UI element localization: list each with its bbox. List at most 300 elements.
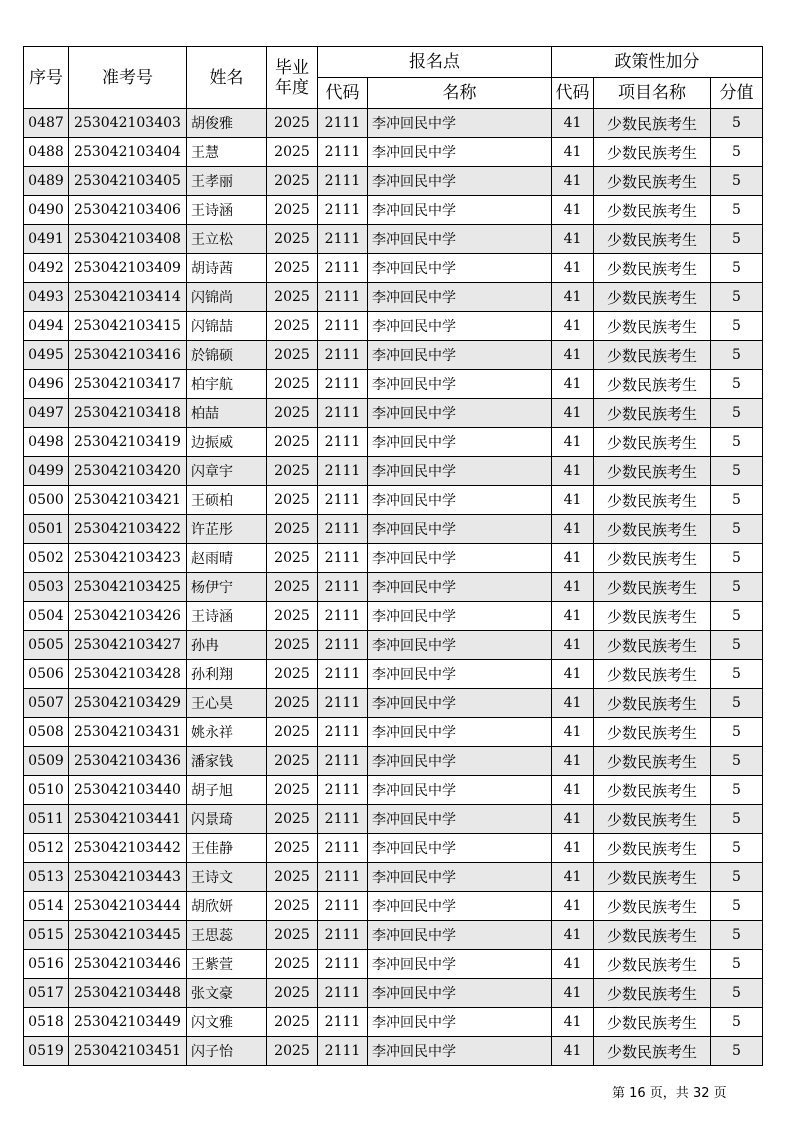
cell-name: 胡子旭: [187, 776, 267, 805]
cell-name: 闪景琦: [187, 805, 267, 834]
cell-exam-no: 253042103420: [69, 457, 187, 486]
cell-bonus-points: 5: [711, 312, 763, 341]
cell-bonus-code: 41: [552, 689, 594, 718]
table-row: [24, 863, 763, 892]
cell-grad-year: 2025: [267, 138, 318, 167]
cell-seq: 0513: [24, 863, 69, 892]
table-row: [24, 892, 763, 921]
table-row: [24, 834, 763, 863]
cell-bonus-item: 少数民族考生: [594, 689, 711, 718]
cell-grad-year: 2025: [267, 109, 318, 138]
cell-site-name: 李冲回民中学: [368, 1037, 552, 1066]
cell-bonus-points: 5: [711, 109, 763, 138]
cell-grad-year: 2025: [267, 660, 318, 689]
cell-bonus-code: 41: [552, 921, 594, 950]
table-row: [24, 312, 763, 341]
cell-site-name: 李冲回民中学: [368, 631, 552, 660]
cell-name: 王紫萱: [187, 950, 267, 979]
cell-seq: 0490: [24, 196, 69, 225]
cell-site-code: 2111: [318, 776, 368, 805]
cell-name: 潘家钱: [187, 747, 267, 776]
cell-exam-no: 253042103427: [69, 631, 187, 660]
table-row: [24, 979, 763, 1008]
cell-site-name: 李冲回民中学: [368, 747, 552, 776]
cell-bonus-item: 少数民族考生: [594, 863, 711, 892]
cell-site-code: 2111: [318, 1037, 368, 1066]
cell-bonus-code: 41: [552, 225, 594, 254]
cell-bonus-points: 5: [711, 660, 763, 689]
cell-site-code: 2111: [318, 370, 368, 399]
cell-bonus-points: 5: [711, 776, 763, 805]
table-row: [24, 225, 763, 254]
cell-name: 王思蕊: [187, 921, 267, 950]
cell-bonus-item: 少数民族考生: [594, 341, 711, 370]
cell-bonus-item: 少数民族考生: [594, 457, 711, 486]
cell-seq: 0496: [24, 370, 69, 399]
cell-bonus-item: 少数民族考生: [594, 486, 711, 515]
cell-name: 闪锦尚: [187, 283, 267, 312]
cell-site-name: 李冲回民中学: [368, 225, 552, 254]
cell-grad-year: 2025: [267, 457, 318, 486]
cell-bonus-code: 41: [552, 892, 594, 921]
cell-bonus-item: 少数民族考生: [594, 950, 711, 979]
cell-bonus-points: 5: [711, 573, 763, 602]
cell-site-name: 李冲回民中学: [368, 428, 552, 457]
cell-site-name: 李冲回民中学: [368, 138, 552, 167]
cell-site-name: 李冲回民中学: [368, 399, 552, 428]
cell-bonus-points: 5: [711, 863, 763, 892]
cell-site-name: 李冲回民中学: [368, 602, 552, 631]
cell-name: 孙利翔: [187, 660, 267, 689]
cell-site-code: 2111: [318, 979, 368, 1008]
cell-name: 许芷彤: [187, 515, 267, 544]
cell-seq: 0518: [24, 1008, 69, 1037]
cell-name: 边振威: [187, 428, 267, 457]
cell-seq: 0509: [24, 747, 69, 776]
cell-grad-year: 2025: [267, 1037, 318, 1066]
cell-name: 孙冉: [187, 631, 267, 660]
cell-seq: 0491: [24, 225, 69, 254]
cell-site-name: 李冲回民中学: [368, 805, 552, 834]
cell-bonus-item: 少数民族考生: [594, 399, 711, 428]
cell-bonus-code: 41: [552, 515, 594, 544]
cell-grad-year: 2025: [267, 631, 318, 660]
cell-site-code: 2111: [318, 138, 368, 167]
header-bonus-points: 分值: [711, 78, 763, 109]
cell-site-name: 李冲回民中学: [368, 283, 552, 312]
cell-bonus-code: 41: [552, 979, 594, 1008]
cell-bonus-code: 41: [552, 196, 594, 225]
cell-bonus-code: 41: [552, 1037, 594, 1066]
cell-site-name: 李冲回民中学: [368, 834, 552, 863]
cell-bonus-item: 少数民族考生: [594, 1037, 711, 1066]
cell-grad-year: 2025: [267, 283, 318, 312]
cell-bonus-points: 5: [711, 631, 763, 660]
cell-exam-no: 253042103440: [69, 776, 187, 805]
table-row: [24, 689, 763, 718]
table-row: [24, 718, 763, 747]
cell-bonus-code: 41: [552, 573, 594, 602]
cell-bonus-points: 5: [711, 544, 763, 573]
cell-site-name: 李冲回民中学: [368, 776, 552, 805]
cell-site-code: 2111: [318, 718, 368, 747]
cell-seq: 0498: [24, 428, 69, 457]
cell-bonus-points: 5: [711, 718, 763, 747]
cell-exam-no: 253042103442: [69, 834, 187, 863]
cell-bonus-points: 5: [711, 921, 763, 950]
cell-name: 王孝丽: [187, 167, 267, 196]
cell-grad-year: 2025: [267, 950, 318, 979]
cell-bonus-item: 少数民族考生: [594, 196, 711, 225]
cell-site-code: 2111: [318, 631, 368, 660]
cell-grad-year: 2025: [267, 196, 318, 225]
table-row: [24, 138, 763, 167]
cell-site-code: 2111: [318, 689, 368, 718]
cell-site-code: 2111: [318, 1008, 368, 1037]
cell-bonus-points: 5: [711, 892, 763, 921]
cell-site-code: 2111: [318, 834, 368, 863]
cell-seq: 0505: [24, 631, 69, 660]
cell-bonus-code: 41: [552, 138, 594, 167]
cell-bonus-code: 41: [552, 718, 594, 747]
cell-grad-year: 2025: [267, 486, 318, 515]
table-row: [24, 341, 763, 370]
header-grad-year: 毕业 年度: [267, 47, 318, 109]
cell-bonus-code: 41: [552, 834, 594, 863]
cell-exam-no: 253042103425: [69, 573, 187, 602]
cell-grad-year: 2025: [267, 602, 318, 631]
header-site-name: 名称: [368, 78, 552, 109]
table-row: [24, 370, 763, 399]
cell-name: 闪子怡: [187, 1037, 267, 1066]
cell-bonus-code: 41: [552, 370, 594, 399]
cell-seq: 0519: [24, 1037, 69, 1066]
header-seq: 序号: [24, 47, 69, 109]
table-body: [24, 109, 763, 1066]
cell-seq: 0489: [24, 167, 69, 196]
table-row: [24, 660, 763, 689]
cell-seq: 0492: [24, 254, 69, 283]
cell-bonus-points: 5: [711, 167, 763, 196]
cell-exam-no: 253042103444: [69, 892, 187, 921]
cell-grad-year: 2025: [267, 747, 318, 776]
table-row: [24, 1037, 763, 1066]
cell-site-code: 2111: [318, 863, 368, 892]
cell-seq: 0487: [24, 109, 69, 138]
cell-bonus-item: 少数民族考生: [594, 1008, 711, 1037]
cell-exam-no: 253042103406: [69, 196, 187, 225]
cell-grad-year: 2025: [267, 573, 318, 602]
header-bonus-item: 项目名称: [594, 78, 711, 109]
cell-bonus-item: 少数民族考生: [594, 660, 711, 689]
cell-bonus-item: 少数民族考生: [594, 254, 711, 283]
cell-bonus-item: 少数民族考生: [594, 544, 711, 573]
cell-grad-year: 2025: [267, 1008, 318, 1037]
table-row: [24, 399, 763, 428]
cell-site-code: 2111: [318, 283, 368, 312]
cell-exam-no: 253042103415: [69, 312, 187, 341]
cell-name: 柏宇航: [187, 370, 267, 399]
cell-exam-no: 253042103429: [69, 689, 187, 718]
cell-grad-year: 2025: [267, 834, 318, 863]
cell-seq: 0517: [24, 979, 69, 1008]
cell-bonus-code: 41: [552, 312, 594, 341]
cell-site-name: 李冲回民中学: [368, 660, 552, 689]
cell-name: 王诗涵: [187, 602, 267, 631]
cell-bonus-item: 少数民族考生: [594, 370, 711, 399]
cell-name: 王佳静: [187, 834, 267, 863]
cell-exam-no: 253042103428: [69, 660, 187, 689]
cell-name: 胡俊雅: [187, 109, 267, 138]
table-row: [24, 1008, 763, 1037]
cell-site-name: 李冲回民中学: [368, 196, 552, 225]
cell-bonus-code: 41: [552, 602, 594, 631]
cell-bonus-item: 少数民族考生: [594, 283, 711, 312]
cell-grad-year: 2025: [267, 921, 318, 950]
cell-bonus-points: 5: [711, 950, 763, 979]
cell-bonus-item: 少数民族考生: [594, 225, 711, 254]
cell-site-code: 2111: [318, 109, 368, 138]
cell-site-name: 李冲回民中学: [368, 921, 552, 950]
cell-site-code: 2111: [318, 805, 368, 834]
cell-site-code: 2111: [318, 921, 368, 950]
table-row: [24, 573, 763, 602]
cell-exam-no: 253042103443: [69, 863, 187, 892]
cell-exam-no: 253042103441: [69, 805, 187, 834]
cell-bonus-code: 41: [552, 341, 594, 370]
cell-grad-year: 2025: [267, 399, 318, 428]
cell-site-name: 李冲回民中学: [368, 312, 552, 341]
cell-bonus-item: 少数民族考生: [594, 805, 711, 834]
table-row: [24, 254, 763, 283]
cell-name: 赵雨晴: [187, 544, 267, 573]
cell-grad-year: 2025: [267, 167, 318, 196]
table-row: [24, 283, 763, 312]
cell-bonus-code: 41: [552, 167, 594, 196]
header-bonus-code: 代码: [552, 78, 594, 109]
cell-name: 王硕柏: [187, 486, 267, 515]
header-site-code: 代码: [318, 78, 368, 109]
cell-exam-no: 253042103414: [69, 283, 187, 312]
cell-bonus-item: 少数民族考生: [594, 718, 711, 747]
cell-bonus-code: 41: [552, 254, 594, 283]
cell-bonus-item: 少数民族考生: [594, 167, 711, 196]
cell-site-code: 2111: [318, 196, 368, 225]
cell-site-code: 2111: [318, 312, 368, 341]
cell-bonus-code: 41: [552, 283, 594, 312]
cell-site-code: 2111: [318, 602, 368, 631]
cell-bonus-code: 41: [552, 950, 594, 979]
cell-site-name: 李冲回民中学: [368, 950, 552, 979]
cell-exam-no: 253042103422: [69, 515, 187, 544]
cell-site-name: 李冲回民中学: [368, 486, 552, 515]
cell-exam-no: 253042103426: [69, 602, 187, 631]
cell-site-name: 李冲回民中学: [368, 718, 552, 747]
cell-name: 王诗涵: [187, 196, 267, 225]
cell-exam-no: 253042103409: [69, 254, 187, 283]
cell-exam-no: 253042103405: [69, 167, 187, 196]
cell-bonus-code: 41: [552, 544, 594, 573]
cell-seq: 0502: [24, 544, 69, 573]
cell-bonus-points: 5: [711, 196, 763, 225]
cell-site-name: 李冲回民中学: [368, 254, 552, 283]
cell-grad-year: 2025: [267, 689, 318, 718]
cell-bonus-points: 5: [711, 254, 763, 283]
table-row: [24, 167, 763, 196]
cell-site-code: 2111: [318, 341, 368, 370]
table-row: [24, 747, 763, 776]
table-row: [24, 109, 763, 138]
cell-name: 王立松: [187, 225, 267, 254]
cell-exam-no: 253042103446: [69, 950, 187, 979]
cell-grad-year: 2025: [267, 254, 318, 283]
cell-exam-no: 253042103418: [69, 399, 187, 428]
cell-bonus-code: 41: [552, 1008, 594, 1037]
cell-grad-year: 2025: [267, 341, 318, 370]
cell-site-name: 李冲回民中学: [368, 109, 552, 138]
cell-bonus-item: 少数民族考生: [594, 979, 711, 1008]
cell-bonus-code: 41: [552, 776, 594, 805]
table-row: [24, 457, 763, 486]
cell-exam-no: 253042103404: [69, 138, 187, 167]
cell-site-code: 2111: [318, 399, 368, 428]
cell-bonus-code: 41: [552, 631, 594, 660]
cell-bonus-item: 少数民族考生: [594, 312, 711, 341]
cell-seq: 0511: [24, 805, 69, 834]
cell-bonus-points: 5: [711, 747, 763, 776]
cell-grad-year: 2025: [267, 312, 318, 341]
cell-bonus-points: 5: [711, 1008, 763, 1037]
table-row: [24, 921, 763, 950]
cell-bonus-points: 5: [711, 602, 763, 631]
cell-exam-no: 253042103421: [69, 486, 187, 515]
cell-seq: 0515: [24, 921, 69, 950]
cell-bonus-points: 5: [711, 1037, 763, 1066]
cell-grad-year: 2025: [267, 370, 318, 399]
cell-grad-year: 2025: [267, 718, 318, 747]
cell-seq: 0500: [24, 486, 69, 515]
cell-site-code: 2111: [318, 428, 368, 457]
cell-exam-no: 253042103445: [69, 921, 187, 950]
cell-bonus-points: 5: [711, 283, 763, 312]
cell-bonus-points: 5: [711, 428, 763, 457]
cell-name: 闪文雅: [187, 1008, 267, 1037]
cell-site-name: 李冲回民中学: [368, 544, 552, 573]
cell-site-name: 李冲回民中学: [368, 573, 552, 602]
cell-bonus-item: 少数民族考生: [594, 747, 711, 776]
cell-bonus-code: 41: [552, 805, 594, 834]
cell-bonus-points: 5: [711, 457, 763, 486]
cell-site-code: 2111: [318, 167, 368, 196]
cell-bonus-item: 少数民族考生: [594, 631, 711, 660]
cell-name: 闪章宇: [187, 457, 267, 486]
cell-grad-year: 2025: [267, 225, 318, 254]
cell-name: 姚永祥: [187, 718, 267, 747]
table-row: [24, 428, 763, 457]
header-registration-site: 报名点: [318, 47, 552, 78]
cell-bonus-item: 少数民族考生: [594, 109, 711, 138]
cell-site-code: 2111: [318, 457, 368, 486]
cell-site-name: 李冲回民中学: [368, 341, 552, 370]
cell-bonus-item: 少数民族考生: [594, 892, 711, 921]
cell-site-name: 李冲回民中学: [368, 689, 552, 718]
table-row: [24, 602, 763, 631]
cell-bonus-points: 5: [711, 805, 763, 834]
cell-seq: 0493: [24, 283, 69, 312]
cell-name: 闪锦喆: [187, 312, 267, 341]
cell-bonus-item: 少数民族考生: [594, 138, 711, 167]
cell-seq: 0499: [24, 457, 69, 486]
cell-site-code: 2111: [318, 950, 368, 979]
cell-site-code: 2111: [318, 225, 368, 254]
cell-site-code: 2111: [318, 486, 368, 515]
cell-grad-year: 2025: [267, 515, 318, 544]
cell-exam-no: 253042103451: [69, 1037, 187, 1066]
cell-exam-no: 253042103419: [69, 428, 187, 457]
cell-grad-year: 2025: [267, 776, 318, 805]
cell-site-name: 李冲回民中学: [368, 979, 552, 1008]
cell-bonus-code: 41: [552, 428, 594, 457]
cell-site-name: 李冲回民中学: [368, 892, 552, 921]
cell-seq: 0514: [24, 892, 69, 921]
table-row: [24, 805, 763, 834]
cell-name: 张文豪: [187, 979, 267, 1008]
cell-bonus-item: 少数民族考生: [594, 921, 711, 950]
cell-bonus-item: 少数民族考生: [594, 515, 711, 544]
cell-bonus-code: 41: [552, 863, 594, 892]
cell-bonus-points: 5: [711, 486, 763, 515]
cell-seq: 0508: [24, 718, 69, 747]
cell-site-code: 2111: [318, 747, 368, 776]
cell-site-code: 2111: [318, 515, 368, 544]
cell-seq: 0503: [24, 573, 69, 602]
cell-bonus-code: 41: [552, 399, 594, 428]
table-row: [24, 544, 763, 573]
cell-site-code: 2111: [318, 544, 368, 573]
cell-site-code: 2111: [318, 660, 368, 689]
cell-exam-no: 253042103448: [69, 979, 187, 1008]
cell-exam-no: 253042103408: [69, 225, 187, 254]
cell-exam-no: 253042103416: [69, 341, 187, 370]
cell-bonus-points: 5: [711, 399, 763, 428]
cell-seq: 0501: [24, 515, 69, 544]
cell-seq: 0495: [24, 341, 69, 370]
cell-bonus-code: 41: [552, 109, 594, 138]
cell-grad-year: 2025: [267, 428, 318, 457]
cell-seq: 0494: [24, 312, 69, 341]
cell-seq: 0510: [24, 776, 69, 805]
cell-grad-year: 2025: [267, 892, 318, 921]
table-row: [24, 776, 763, 805]
cell-exam-no: 253042103417: [69, 370, 187, 399]
cell-seq: 0512: [24, 834, 69, 863]
cell-name: 胡欣妍: [187, 892, 267, 921]
cell-name: 王心昊: [187, 689, 267, 718]
cell-seq: 0506: [24, 660, 69, 689]
cell-name: 於锦硕: [187, 341, 267, 370]
table-row: [24, 631, 763, 660]
cell-site-code: 2111: [318, 892, 368, 921]
header-name: 姓名: [187, 47, 267, 109]
cell-bonus-points: 5: [711, 834, 763, 863]
cell-bonus-item: 少数民族考生: [594, 834, 711, 863]
admission-bonus-table: [23, 46, 763, 1066]
cell-bonus-item: 少数民族考生: [594, 776, 711, 805]
cell-grad-year: 2025: [267, 863, 318, 892]
table-row: [24, 486, 763, 515]
cell-bonus-points: 5: [711, 341, 763, 370]
cell-exam-no: 253042103436: [69, 747, 187, 776]
